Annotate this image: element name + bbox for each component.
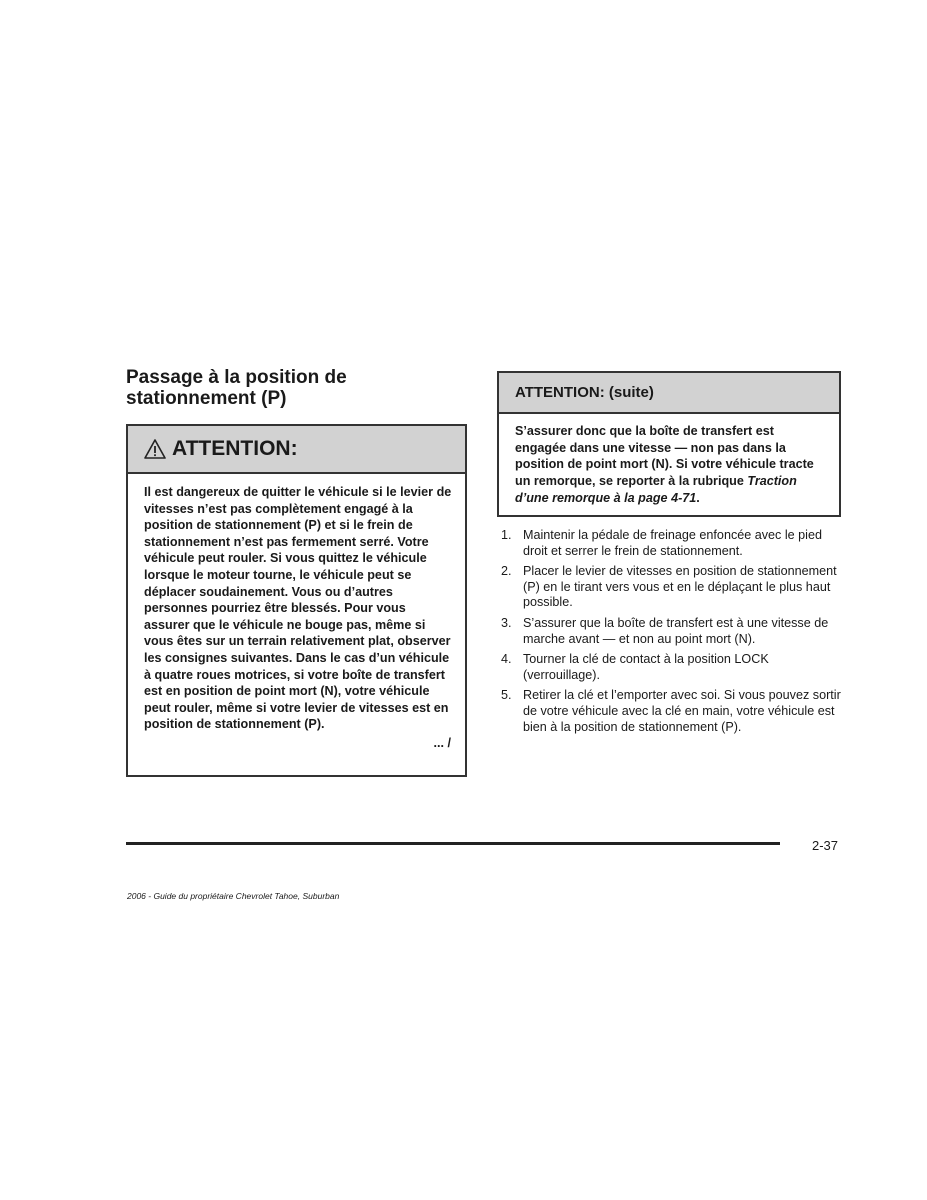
procedure-steps xyxy=(501,528,846,740)
step-number: 5. xyxy=(501,688,512,703)
page-divider xyxy=(126,842,780,845)
step-text: Tourner la clé de contact à la position LOCK (verrouillage). xyxy=(523,652,769,682)
step-number: 3. xyxy=(501,615,512,630)
list-item xyxy=(501,564,846,611)
attention-continued-text xyxy=(499,414,839,507)
step-text: Maintenir la pédale de freinage enfoncée avec le pied droit et serrer le frein de stationnement. xyxy=(523,528,822,558)
attention-title: ATTENTION: xyxy=(172,437,298,460)
footer-text: 2006 - Guide du propriétaire Chevrolet Tahoe, Suburban xyxy=(127,891,340,901)
step-number: 4. xyxy=(501,652,512,667)
attention-continued-body: S’assurer donc que la boîte de transfert est engagée dans une vitesse — non pas dans la position de point mort (N). Si votre véhicule tracte un remorque, se reporter à la rubrique xyxy=(515,424,814,489)
reference-end: . xyxy=(696,490,700,505)
list-item xyxy=(501,528,846,559)
attention-header xyxy=(128,426,465,474)
list-item xyxy=(501,616,846,647)
attention-text: Il est dangereux de quitter le véhicule si le levier de vitesses n’est pas complètement engagé à la position de stationnement (P) et si le frein de stationnement n’est pas fermement serré. Votre véhicule peut rouler. Si vous quittez le véhicule lorsque le moteur tourne, le véhicule peut se déplacer soudainement. Vous ou d’autres personnes pourriez être blessés. Pour vous assurer que le véhicule ne bouge pas, même si vous êtes sur un terrain relativement plat, observer les consignes suivantes. Dans le cas d’un véhicule à quatre roues motrices, si votre boîte de transfert est en position de point mort (N), votre véhicule peut rouler, même si votre levier de vitesses est en position de stationnement (P). xyxy=(144,485,452,732)
list-item xyxy=(501,688,846,735)
warning-triangle-icon xyxy=(144,438,166,460)
list-item xyxy=(501,652,846,683)
attention-continued-box xyxy=(497,371,841,517)
step-number: 1. xyxy=(501,528,512,542)
step-text: Placer le levier de vitesses en position de stationnement (P) en le tirant vers vous et en le déplaçant le plus haut possible. xyxy=(523,564,837,610)
attention-box xyxy=(126,424,467,777)
step-text: S’assurer que la boîte de transfert est à une vitesse de marche avant — et non au point mort (N). xyxy=(523,615,829,646)
step-number: 2. xyxy=(501,564,512,579)
continued-marker: ... / xyxy=(433,735,451,750)
page-number: 2-37 xyxy=(812,838,839,853)
cross-reference-link[interactable]: Traction d’une remorque à la page 4-71 xyxy=(515,474,797,505)
attention-continued-title: ATTENTION: (suite) xyxy=(499,373,839,414)
section-title: Passage à la position de stationnement (P) xyxy=(126,367,347,409)
step-text: Retirer la clé et l’emporter avec soi. Si vous pouvez sortir de votre véhicule avec la clé en main, votre véhicule est bien à la position de stationnement (P). xyxy=(523,688,841,734)
